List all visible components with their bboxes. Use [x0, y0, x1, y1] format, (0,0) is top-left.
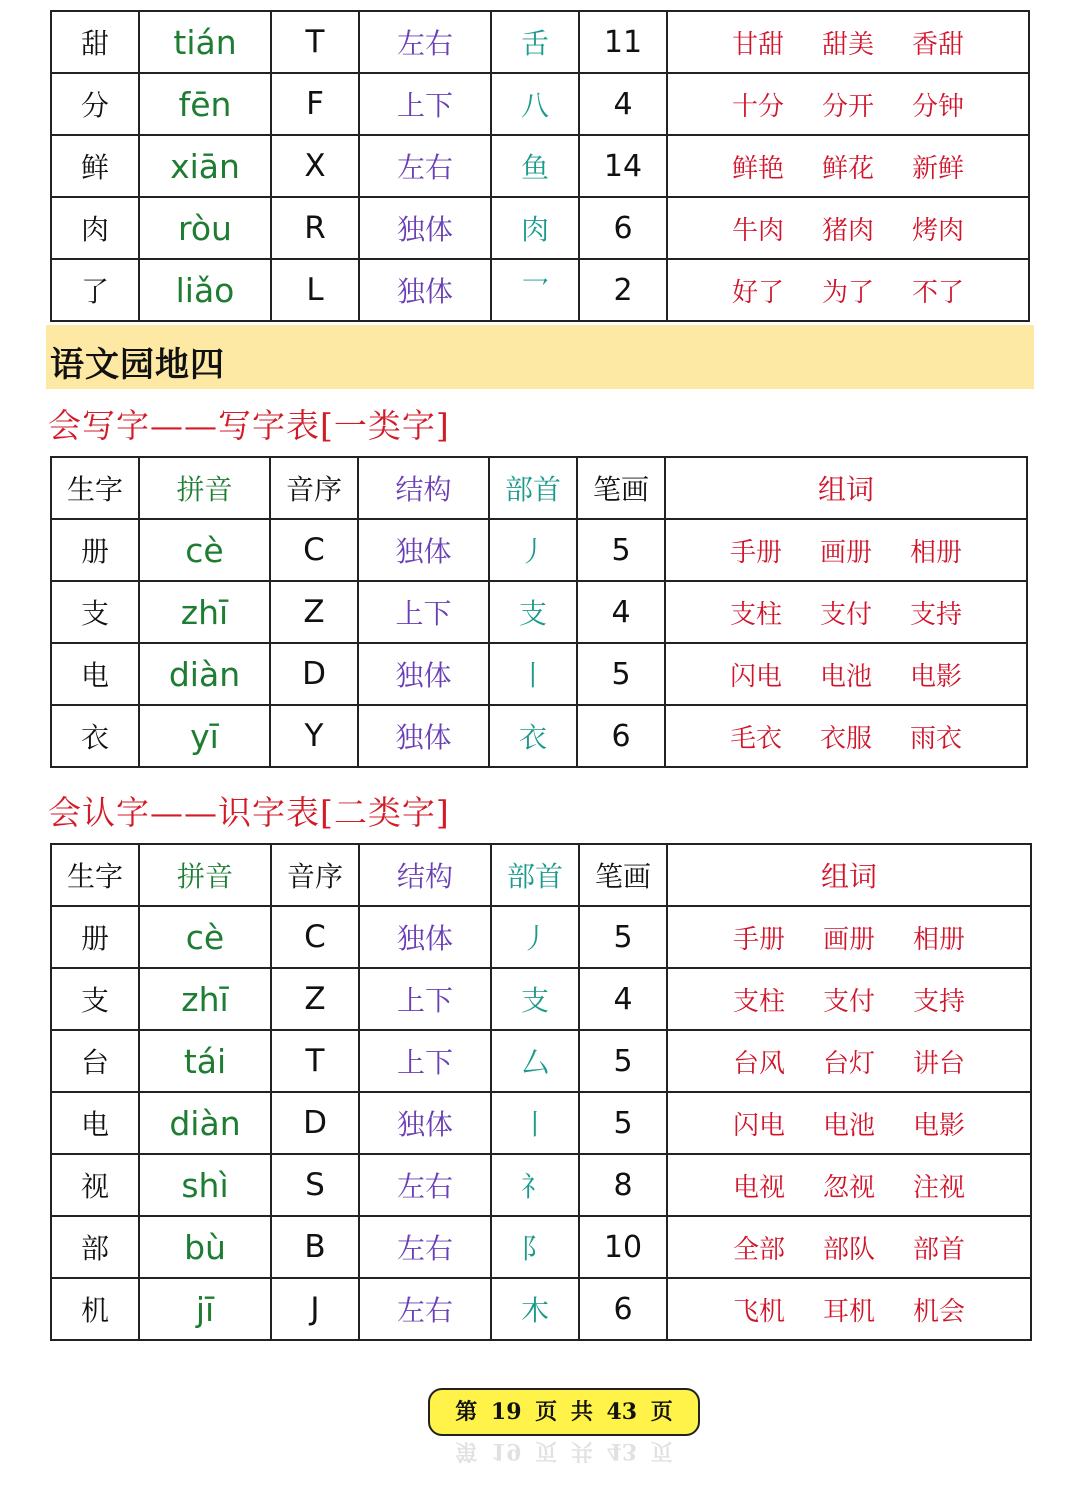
example-word: 部首 [912, 1234, 965, 1265]
word-examples-cell [667, 73, 1029, 135]
example-word: 新鲜 [911, 153, 964, 184]
header-seq: 音序 [270, 457, 358, 519]
structure-cell: 左右 [359, 1278, 491, 1340]
header-char: 生字 [51, 457, 139, 519]
example-word: 相册 [909, 537, 962, 568]
structure-cell: 左右 [359, 1216, 491, 1278]
stroke-count-cell: 5 [579, 1030, 667, 1092]
example-word: 鲜花 [821, 153, 874, 184]
word-examples-cell [667, 11, 1029, 73]
table-row [51, 1092, 1031, 1154]
example-word: 台风 [732, 1048, 785, 1079]
stroke-count-cell: 11 [579, 11, 667, 73]
radical-cell: 丨 [491, 1092, 579, 1154]
banner-title: 语文园地四 [50, 345, 225, 385]
character-table-recognize [50, 843, 1032, 1341]
example-word: 画册 [819, 537, 872, 568]
stroke-count-cell: 5 [577, 643, 665, 705]
table-row [51, 643, 1027, 705]
stroke-count-cell: 4 [579, 73, 667, 135]
header-words: 组词 [667, 844, 1031, 906]
word-examples-cell [667, 135, 1029, 197]
table-row [51, 135, 1029, 197]
structure-cell: 独体 [359, 259, 491, 321]
stroke-count-cell: 10 [579, 1216, 667, 1278]
pinyin-cell: ròu [139, 197, 271, 259]
radical-cell: 舌 [491, 11, 579, 73]
example-word: 画册 [822, 924, 875, 955]
radical-cell: 乛 [491, 259, 579, 321]
example-word: 毛衣 [729, 723, 782, 754]
character-cell: 视 [51, 1154, 139, 1216]
character-cell: 衣 [51, 705, 139, 767]
example-word: 飞机 [732, 1296, 785, 1327]
example-word: 注视 [912, 1172, 965, 1203]
word-examples-cell [667, 1216, 1031, 1278]
table-row [51, 197, 1029, 259]
example-word: 牛肉 [731, 215, 784, 246]
page-indicator-reflection: 第 19 页 共 43 页 [455, 1438, 673, 1464]
example-word: 分钟 [911, 91, 964, 122]
radical-cell: 支 [491, 968, 579, 1030]
radical-cell: 阝 [491, 1216, 579, 1278]
character-cell: 电 [51, 643, 139, 705]
radical-cell: 八 [491, 73, 579, 135]
stroke-count-cell: 5 [579, 906, 667, 968]
radical-cell: 礻 [491, 1154, 579, 1216]
word-examples-cell [665, 643, 1027, 705]
stroke-count-cell: 5 [579, 1092, 667, 1154]
radical-cell: 丿 [491, 906, 579, 968]
initial-letter-cell: R [271, 197, 359, 259]
structure-cell: 左右 [359, 135, 491, 197]
word-examples-cell [667, 1278, 1031, 1340]
word-examples-cell [667, 906, 1031, 968]
example-word: 台灯 [822, 1048, 875, 1079]
table-row [51, 1030, 1031, 1092]
example-word: 讲台 [912, 1048, 965, 1079]
pinyin-cell: fēn [139, 73, 271, 135]
initial-letter-cell: D [271, 1092, 359, 1154]
structure-cell: 上下 [359, 73, 491, 135]
pinyin-cell: zhī [139, 581, 270, 643]
character-cell: 册 [51, 519, 139, 581]
example-word: 甜美 [821, 29, 874, 60]
character-cell: 鲜 [51, 135, 139, 197]
pinyin-cell: diàn [139, 1092, 271, 1154]
initial-letter-cell: B [271, 1216, 359, 1278]
example-word: 支柱 [729, 599, 782, 630]
example-word: 全部 [732, 1234, 785, 1265]
pinyin-cell: cè [139, 906, 271, 968]
header-pinyin: 拼音 [139, 844, 271, 906]
character-cell: 台 [51, 1030, 139, 1092]
pinyin-cell: tái [139, 1030, 271, 1092]
character-table-write [50, 456, 1028, 768]
stroke-count-cell: 5 [577, 519, 665, 581]
header-struct: 结构 [359, 844, 491, 906]
pinyin-cell: xiān [139, 135, 271, 197]
header-words: 组词 [665, 457, 1027, 519]
example-word: 不了 [911, 277, 964, 308]
word-examples-cell [667, 197, 1029, 259]
pinyin-cell: yī [139, 705, 270, 767]
example-word: 好了 [731, 277, 784, 308]
structure-cell: 左右 [359, 1154, 491, 1216]
pinyin-cell: bù [139, 1216, 271, 1278]
word-examples-cell [667, 1092, 1031, 1154]
header-strokes: 笔画 [577, 457, 665, 519]
structure-cell: 上下 [358, 581, 489, 643]
character-cell: 机 [51, 1278, 139, 1340]
character-cell: 分 [51, 73, 139, 135]
radical-cell: 丨 [489, 643, 577, 705]
stroke-count-cell: 4 [577, 581, 665, 643]
word-examples-cell [667, 968, 1031, 1030]
example-word: 鲜艳 [731, 153, 784, 184]
table-row [51, 906, 1031, 968]
example-word: 雨衣 [909, 723, 962, 754]
character-cell: 册 [51, 906, 139, 968]
header-pinyin: 拼音 [139, 457, 270, 519]
structure-cell: 独体 [358, 705, 489, 767]
initial-letter-cell: L [271, 259, 359, 321]
example-word: 机会 [912, 1296, 965, 1327]
example-word: 电池 [819, 661, 872, 692]
example-word: 支持 [912, 986, 965, 1017]
character-cell: 了 [51, 259, 139, 321]
table-row [51, 519, 1027, 581]
radical-cell: 厶 [491, 1030, 579, 1092]
character-cell: 部 [51, 1216, 139, 1278]
initial-letter-cell: Z [271, 968, 359, 1030]
table-row [51, 581, 1027, 643]
pinyin-cell: shì [139, 1154, 271, 1216]
example-word: 电影 [912, 1110, 965, 1141]
table-row [51, 1278, 1031, 1340]
stroke-count-cell: 8 [579, 1154, 667, 1216]
example-word: 支付 [819, 599, 872, 630]
table-row [51, 1216, 1031, 1278]
page-indicator: 第 19 页 共 43 页 [428, 1388, 700, 1436]
header-struct: 结构 [358, 457, 489, 519]
example-word: 支付 [822, 986, 875, 1017]
initial-letter-cell: S [271, 1154, 359, 1216]
example-word: 手册 [732, 924, 785, 955]
initial-letter-cell: Y [270, 705, 358, 767]
character-cell: 支 [51, 581, 139, 643]
section-heading-write: 会写字——写字表[一类字] [48, 406, 450, 445]
character-table-top [50, 10, 1030, 322]
header-char: 生字 [51, 844, 139, 906]
example-word: 十分 [731, 91, 784, 122]
example-word: 电视 [732, 1172, 785, 1203]
example-word: 支柱 [732, 986, 785, 1017]
table-row [51, 968, 1031, 1030]
stroke-count-cell: 6 [579, 197, 667, 259]
stroke-count-cell: 4 [579, 968, 667, 1030]
stroke-count-cell: 2 [579, 259, 667, 321]
example-word: 闪电 [732, 1110, 785, 1141]
example-word: 香甜 [911, 29, 964, 60]
radical-cell: 丿 [489, 519, 577, 581]
pinyin-cell: jī [139, 1278, 271, 1340]
initial-letter-cell: Z [270, 581, 358, 643]
initial-letter-cell: C [271, 906, 359, 968]
table-row [51, 73, 1029, 135]
header-strokes: 笔画 [579, 844, 667, 906]
initial-letter-cell: T [271, 1030, 359, 1092]
initial-letter-cell: T [271, 11, 359, 73]
example-word: 电池 [822, 1110, 875, 1141]
initial-letter-cell: C [270, 519, 358, 581]
example-word: 为了 [821, 277, 874, 308]
stroke-count-cell: 6 [577, 705, 665, 767]
example-word: 部队 [822, 1234, 875, 1265]
pinyin-cell: tián [139, 11, 271, 73]
example-word: 手册 [729, 537, 782, 568]
initial-letter-cell: D [270, 643, 358, 705]
initial-letter-cell: F [271, 73, 359, 135]
section-heading-recognize: 会认字——识字表[二类字] [48, 793, 450, 832]
structure-cell: 独体 [358, 519, 489, 581]
character-cell: 甜 [51, 11, 139, 73]
structure-cell: 独体 [359, 906, 491, 968]
section-banner [46, 325, 1034, 389]
structure-cell: 上下 [359, 968, 491, 1030]
word-examples-cell [667, 1030, 1031, 1092]
example-word: 忽视 [822, 1172, 875, 1203]
example-word: 电影 [909, 661, 962, 692]
stroke-count-cell: 6 [579, 1278, 667, 1340]
header-seq: 音序 [271, 844, 359, 906]
pinyin-cell: liǎo [139, 259, 271, 321]
header-radical: 部首 [491, 844, 579, 906]
example-word: 衣服 [819, 723, 872, 754]
example-word: 猪肉 [821, 215, 874, 246]
structure-cell: 上下 [359, 1030, 491, 1092]
pinyin-cell: zhī [139, 968, 271, 1030]
table-header-row [51, 844, 1031, 906]
table-row [51, 705, 1027, 767]
structure-cell: 独体 [359, 1092, 491, 1154]
pinyin-cell: diàn [139, 643, 270, 705]
example-word: 甘甜 [731, 29, 784, 60]
initial-letter-cell: X [271, 135, 359, 197]
pinyin-cell: cè [139, 519, 270, 581]
stroke-count-cell: 14 [579, 135, 667, 197]
word-examples-cell [667, 1154, 1031, 1216]
radical-cell: 鱼 [491, 135, 579, 197]
structure-cell: 独体 [358, 643, 489, 705]
character-cell: 电 [51, 1092, 139, 1154]
table-row [51, 1154, 1031, 1216]
initial-letter-cell: J [271, 1278, 359, 1340]
header-radical: 部首 [489, 457, 577, 519]
character-cell: 支 [51, 968, 139, 1030]
word-examples-cell [665, 519, 1027, 581]
example-word: 耳机 [822, 1296, 875, 1327]
table-header-row [51, 457, 1027, 519]
radical-cell: 木 [491, 1278, 579, 1340]
example-word: 支持 [909, 599, 962, 630]
structure-cell: 独体 [359, 197, 491, 259]
table-row [51, 259, 1029, 321]
radical-cell: 支 [489, 581, 577, 643]
example-word: 相册 [912, 924, 965, 955]
radical-cell: 肉 [491, 197, 579, 259]
structure-cell: 左右 [359, 11, 491, 73]
character-cell: 肉 [51, 197, 139, 259]
example-word: 烤肉 [911, 215, 964, 246]
radical-cell: 衣 [489, 705, 577, 767]
example-word: 分开 [821, 91, 874, 122]
word-examples-cell [667, 259, 1029, 321]
word-examples-cell [665, 581, 1027, 643]
table-row [51, 11, 1029, 73]
word-examples-cell [665, 705, 1027, 767]
example-word: 闪电 [729, 661, 782, 692]
